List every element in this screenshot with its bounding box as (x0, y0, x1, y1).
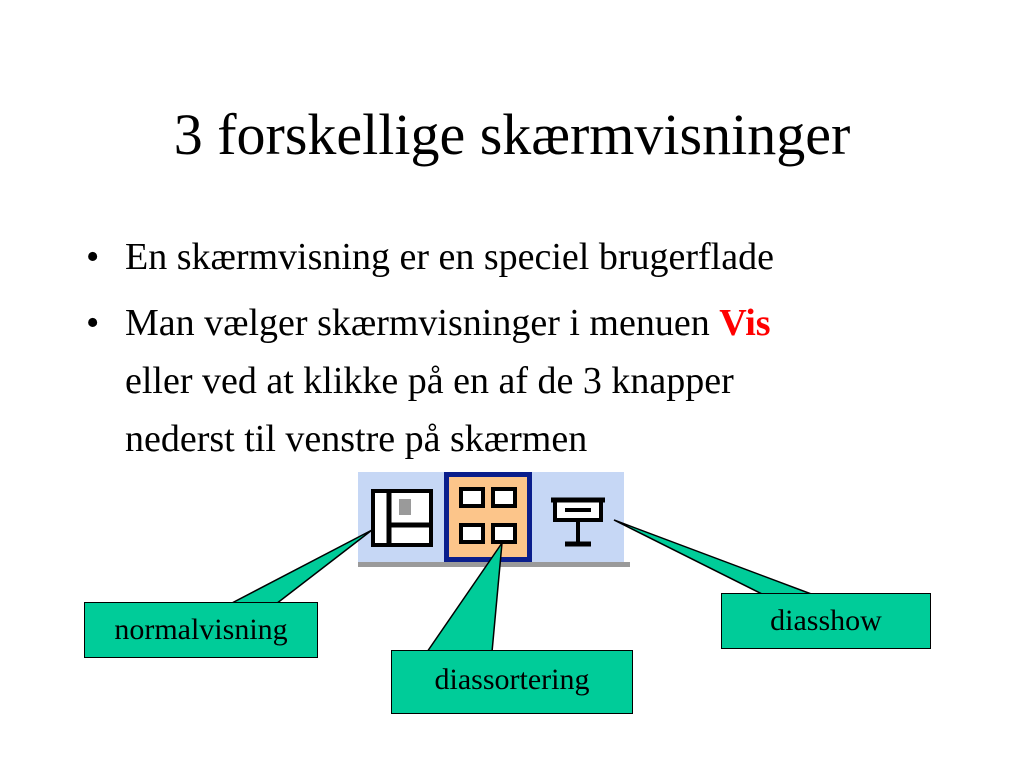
slide-show-view-button[interactable] (551, 492, 613, 552)
normal-view-label: normalvisning (84, 602, 318, 658)
show-callout-pointer (614, 520, 814, 595)
slide-sorter-view-button[interactable] (444, 472, 532, 562)
bullet-text-1: En skærmvisning er en speciel brugerflade (125, 236, 774, 278)
bullet-text-2c: nederst til venstre på skærmen (125, 418, 588, 460)
bullet-text-2b: eller ved at klikke på en af de 3 knapper (125, 360, 734, 402)
bullet-text-2a: Man vælger skærmvisninger i menuen (125, 302, 720, 344)
normal-view-button[interactable] (371, 489, 433, 549)
toolbar-edge-highlight (624, 472, 628, 562)
bullet-list (86, 228, 986, 476)
slide-sorter-label: diassortering (391, 650, 633, 714)
bullet-item-2 (86, 294, 986, 468)
bullet-marker: • (86, 236, 100, 278)
menu-name-vis: Vis (719, 302, 771, 344)
slide-show-icon (551, 492, 613, 552)
normal-view-icon (371, 489, 433, 549)
toolbar-edge-shadow (358, 562, 630, 567)
slide-title: 3 forskellige skærmvisninger (173, 102, 851, 167)
bullet-marker: • (86, 302, 100, 344)
bullet-item-1 (86, 228, 986, 286)
view-toolbar (358, 472, 630, 568)
normal-callout-pointer (230, 530, 372, 604)
slide-show-label: diasshow (721, 593, 931, 649)
slide-sorter-icon (449, 477, 527, 557)
